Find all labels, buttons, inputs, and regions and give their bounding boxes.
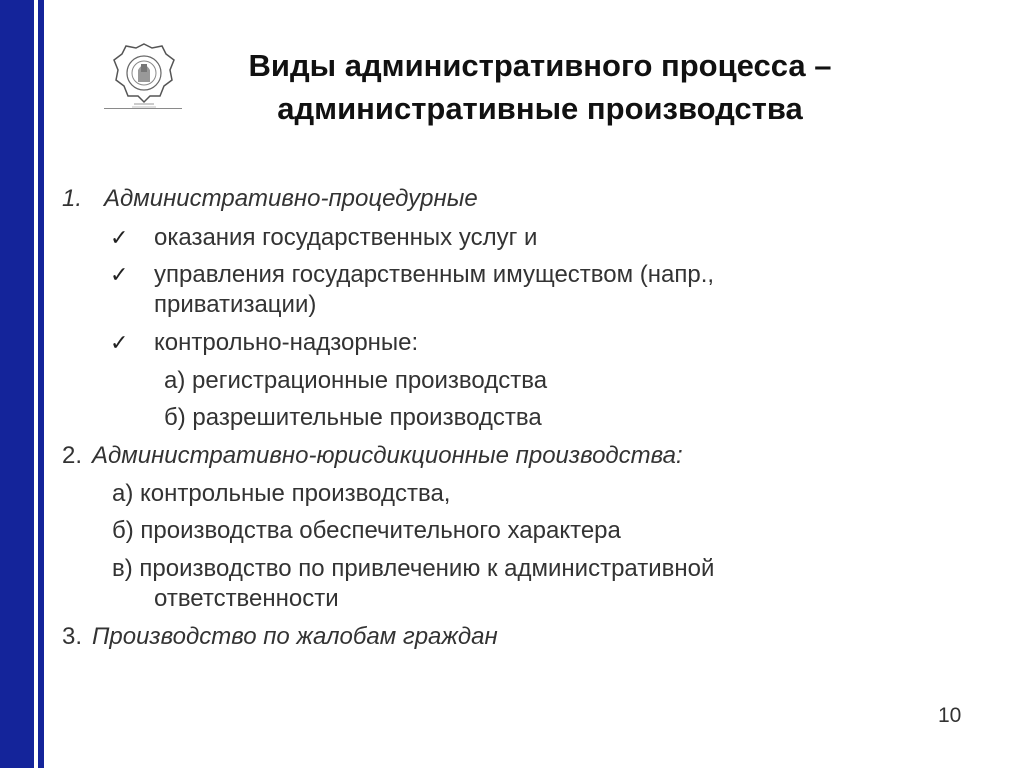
- page-number: 10: [938, 704, 962, 727]
- item-3-number: 3.: [62, 623, 83, 650]
- list-item: контрольно-надзорные:: [154, 329, 419, 356]
- item-1-number: 1.: [62, 185, 83, 212]
- sub-item: в) производство по привлечению к административной: [112, 555, 715, 582]
- list-item-continuation: приватизации): [154, 291, 317, 318]
- logo-underline: [104, 108, 182, 109]
- sub-item: б) разрешительные производства: [164, 404, 542, 431]
- sub-item: а) контрольные производства,: [112, 480, 451, 507]
- item-3-label: Производство по жалобам граждан: [92, 623, 498, 650]
- sidebar-stripe: [0, 0, 34, 768]
- slide-title: [190, 44, 890, 130]
- item-1-label: Административно-процедурные: [104, 185, 478, 212]
- check-mark-icon: ✓: [110, 225, 129, 250]
- title-line-1: Виды административного процесса –: [248, 48, 832, 83]
- check-mark-icon: ✓: [110, 330, 129, 355]
- list-item: оказания государственных услуг и: [154, 224, 538, 251]
- university-seal-icon: [104, 40, 184, 112]
- sub-item: б) производства обеспечительного характера: [112, 517, 621, 544]
- sub-item-continuation: ответственности: [154, 585, 339, 612]
- title-line-2: административные производства: [277, 91, 803, 126]
- sidebar-stripe-inner: [38, 0, 44, 768]
- list-item: управления государственным имуществом (напр.,: [154, 261, 715, 288]
- item-2-label: Административно-юрисдикционные производства:: [92, 442, 683, 469]
- sub-item: а) регистрационные производства: [164, 367, 548, 394]
- check-mark-icon: ✓: [110, 262, 129, 287]
- item-2-number: 2.: [62, 442, 83, 469]
